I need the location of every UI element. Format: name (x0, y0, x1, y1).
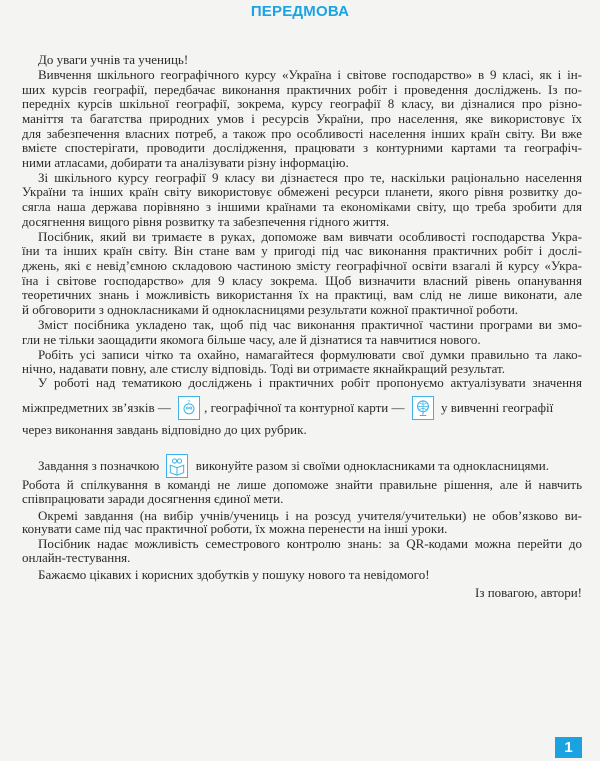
text-line: гли не тільки заощадити якомога більше часу, але й дізнатися та навчитися нового. (22, 332, 481, 347)
rubric-text-3: у вивченні географії (440, 399, 554, 415)
text-line: для забезпечення власних потреб, а також про особливості населення інших країн світу. Ви вже (22, 126, 582, 141)
text-line: вмієте спостерігати, проводити дослідження, працювати з контурними картами та географіч- (22, 140, 582, 155)
text-line: ними атласами, добирати та аналізувати різну інформацію. (22, 155, 349, 170)
page-number: 1 (555, 737, 582, 758)
text-line: Зміст посібника укладено так, щоб під час виконання практичної частини програми ви змо- (38, 317, 582, 332)
text-line: теоретичних знань і можливість використання їх на практиці, вам слід не лише виконати, але (22, 287, 582, 302)
signature: Із повагою, автори! (474, 585, 582, 600)
text-line: України та інших країн світу використовує обмежені ресурси планети, якого рівня розвитку до- (22, 184, 582, 199)
svg-text:?: ? (187, 399, 191, 406)
text-line: Посібник, який ви тримаєте в руках, допоможе вам вивчати особливості господарства Укра- (38, 229, 582, 244)
text-line: Робота й спілкування в команді не лише допоможе знайти правильне рішення, але й навчить (22, 477, 582, 492)
globe-icon (412, 396, 434, 420)
text-line: Посібник надає можливість семестрового контролю знань: за QR-кодами можна перейти до (38, 536, 582, 551)
text-line: нічно, надавати повну, але стислу відповідь. Тоді ви отримаєте якнайкращий результат. (22, 361, 505, 376)
text-line: маніття та багатства природних умов і ресурсів України, про населення, яке використовує їх (22, 111, 582, 126)
text-line: Окремі завдання (на вибір учнів/учениць і на розсуд учителя/учительки) не обов’язково ви- (38, 508, 582, 523)
text-line: Вивчення шкільного географічного курсу «Україна і світове господарство» в 9 класі, як і ін- (38, 67, 582, 82)
text-line: досягнення вищого рівня розвитку та забезпечення гідного життя. (22, 214, 390, 229)
group-work-line (38, 455, 582, 479)
group-text-2: виконуйте разом зі своїми однокласниками та однокласницями. (195, 457, 549, 473)
text-line: конувати саме під час практичної роботи, їх можна перенести на інші уроки. (22, 521, 448, 536)
group-text-1: Завдання з позначкою (38, 457, 160, 473)
text-line: через виконання завдань відповідно до цих рубрик. (22, 422, 307, 437)
interdisciplinary-head-icon (178, 396, 200, 420)
text-line: Зі шкільного курсу географії 9 класу ви дізнаєтеся про те, наскільки раціонально населення (38, 170, 582, 185)
text-line: їна і світове господарство» для 9 класу зокрема. Щоб визначити власний рівень опанування (22, 273, 582, 288)
text-line: Робіть усі записи чітко та охайно, намагайтеся формулювати свої думки правильно та лако- (38, 347, 582, 362)
text-line: ших курсів географії, передбачає виконання практичних робіт і проведення досліджень. Із по- (22, 82, 582, 97)
rubric-text-2: , географічної та контурної карти — (204, 399, 405, 415)
page-title: ПЕРЕДМОВА (250, 3, 350, 20)
group-reading-icon (166, 454, 188, 478)
text-line: співпрацювати заради досягнення єдиної мети. (22, 491, 284, 506)
text-line: Бажаємо цікавих і корисних здобутків у пошуку нового та невідомого! (38, 567, 430, 582)
text-line: У роботі над тематикою досліджень і практичних робіт пропонуємо актуалізувати значення (38, 375, 582, 390)
icon-rubric-line (22, 397, 582, 421)
text-line: сягла наша держава порівняно з іншими країнами та економіками світу, що треба зробити для (22, 199, 582, 214)
rubric-text-1: міжпредметних зв’язків — (22, 399, 171, 415)
text-line: їни та інших країн світу. Він стане вам у пригоді під час виконання практичних робіт і дослі- (22, 243, 582, 258)
text-line: джень, які є невід’ємною складовою частиною змісту географічної освіти взагалі й курсу «Укра- (22, 258, 582, 273)
text-line: передніх курсів шкільної географії, зокрема, курсу географії 8 класу, ви дізналися про різно- (22, 96, 582, 111)
text-line: онлайн-тестування. (22, 550, 131, 565)
text-line: До уваги учнів та учениць! (38, 52, 189, 67)
text-line: й обговорити з однокласниками й однокласницями результати кожної практичної роботи. (22, 302, 519, 317)
